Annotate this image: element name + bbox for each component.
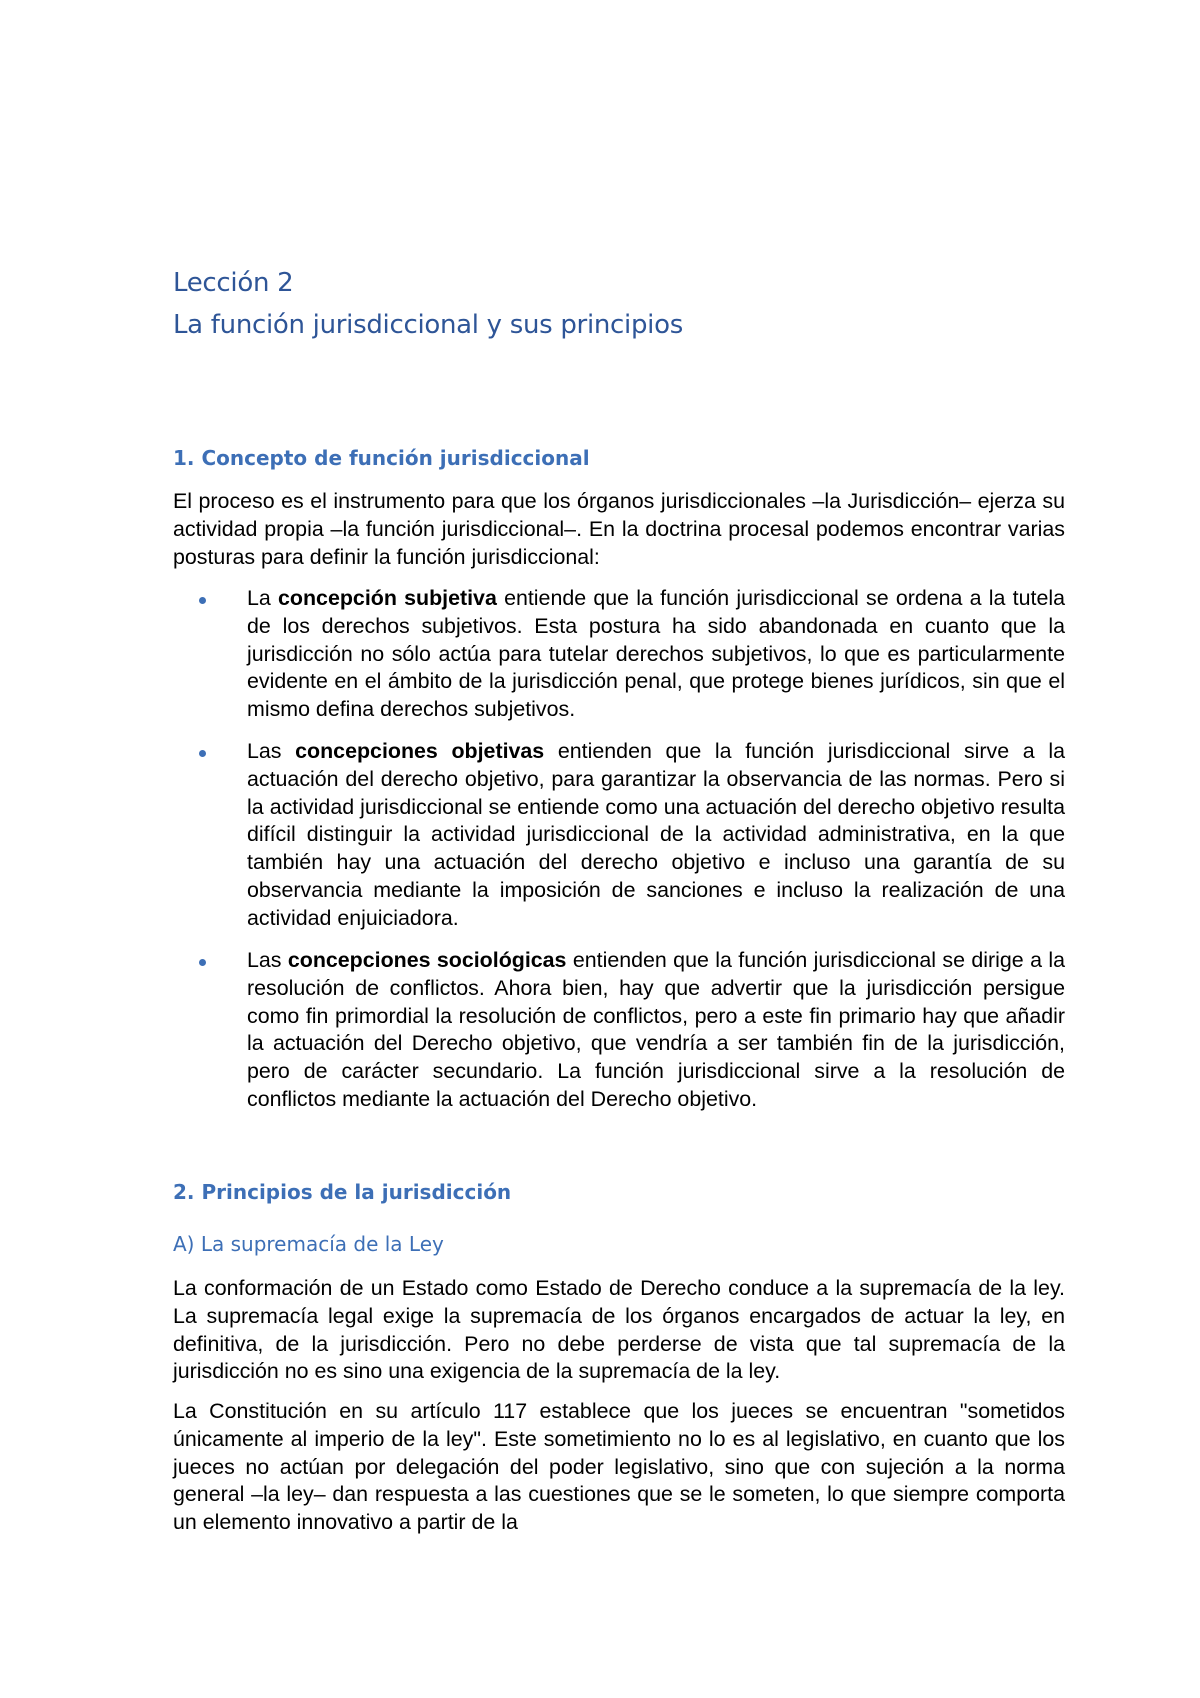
bold-term: concepciones objetivas [295,739,545,763]
section-1-heading: 1. Concepto de función jurisdiccional [173,446,590,470]
lesson-title: La función jurisdiccional y sus principios [173,310,683,340]
subsection-a-paragraph-1: La conformación de un Estado como Estado de Derecho conduce a la supremacía de la ley. La supremacía legal exige la supremacía de los órganos encargados de actuar la ley, en definitiva, de la jurisdicción. Pero no debe perderse de vista que tal supremacía de la jurisdicción no es sino una exigencia de la supremacía de la ley. [173,1276,1065,1384]
bullet-icon [199,597,206,604]
bold-term: concepciones sociológicas [287,948,567,972]
list-item-objective-conceptions: Las concepciones objetivas entienden que la función jurisdiccional sirve a la actuación del derecho objetivo, para garantizar la observancia de las normas. Pero si la actividad jurisdiccional se entiende como una actuación del derecho objetivo resulta difícil distinguir la actividad jurisdiccional de la actividad administrativa, en la que también hay una actuación del derecho objetivo e incluso una garantía de su observancia mediante la imposición de sanciones e incluso la realización de una actividad enjuiciadora. [247,738,1065,933]
list-item-subjective-conception: La concepción subjetiva entiende que la función jurisdiccional se ordena a la tutela de los derechos subjetivos. Esta postura ha sido abandonada en cuanto que la jurisdicción no sólo actúa para tutelar derechos subjetivos, lo que es particularmente evidente en el ámbito de la jurisdicción penal, que protege bienes jurídicos, sin que el mismo defina derechos subjetivos. [247,585,1065,724]
lesson-number: Lección 2 [173,268,294,298]
list-item-sociological-conceptions: Las concepciones sociológicas entienden que la función jurisdiccional se dirige a la resolución de conflictos. Ahora bien, hay que advertir que la jurisdicción persigue como fin primordial la resolución de conflictos, pero a este fin primario hay que añadir la actuación del Derecho objetivo, que vendría a ser también fin de la jurisdicción, pero de carácter secundario. La función jurisdiccional sirve a la resolución de conflictos mediante la actuación del Derecho objetivo. [247,947,1065,1114]
section-1-intro-paragraph: El proceso es el instrumento para que los órganos jurisdiccionales –la Jurisdicción– ejerza su actividad propia –la función jurisdiccional–. En la doctrina procesal podemos encontrar varias posturas para definir la función jurisdiccional: [173,489,1065,569]
bold-term: concepción subjetiva [278,586,497,610]
subsection-a-paragraph-2: La Constitución en su artículo 117 establece que los jueces se encuentran "sometidos únicamente al imperio de la ley". Este sometimiento no lo es al legislativo, en cuanto que los jueces no actúan por delegación del poder legislativo, sino que con sujeción a la norma general –la ley– dan respuesta a las cuestiones que se le someten, lo que siempre comporta un elemento innovativo a partir de la [173,1399,1065,1535]
bullet-icon [199,959,206,966]
bullet-icon [199,750,206,757]
section-2-heading: 2. Principios de la jurisdicción [173,1180,512,1204]
subsection-a-heading: A) La supremacía de la Ley [173,1232,444,1256]
